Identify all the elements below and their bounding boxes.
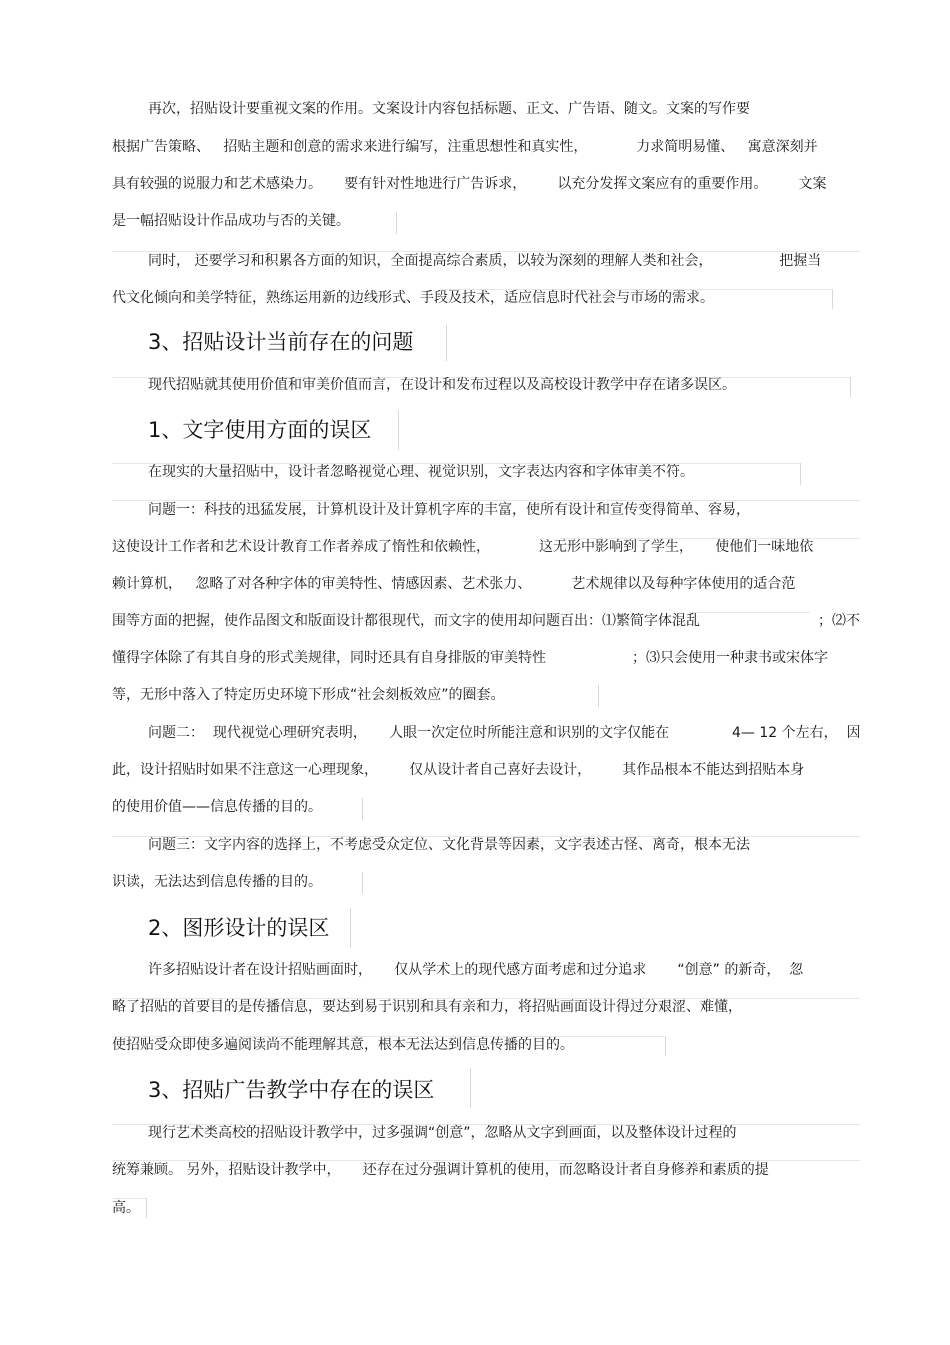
scan-bar (598, 685, 599, 707)
text-line: 赖计算机， 忽略了对各种字体的审美特性、情感因素、艺术张力、 艺术规律以及每种字体使用的适合范 (112, 576, 796, 592)
text-line: 许多招贴设计者在设计招贴画面时， 仅从学术上的现代感方面考虑和过分追求 “创意” 的新奇， 忽 (148, 962, 804, 978)
text-line: 再次，招贴设计要重视文案的作用。文案设计内容包括标题、正文、广告语、随文。文案的写作要 (148, 101, 750, 117)
text-line: ；⑵不 (818, 613, 860, 629)
text-line: 同时， 还要学习和积累各方面的知识，全面提高综合素质，以较为深刻的理解人类和社会， 把握当 (148, 253, 822, 269)
text-line: 围等方面的把握，使作品图文和版面设计都很现代，而文字的使用却问题百出：⑴繁简字体混乱 (112, 613, 700, 629)
section-heading: 3、招贴设计当前存在的问题 (148, 330, 414, 354)
scan-bar (850, 377, 851, 397)
scan-bar (800, 463, 801, 485)
text-line: 现行艺术类高校的招贴设计教学中，过多强调“创意”，忽略从文字到画面，以及整体设计过程的 (148, 1125, 737, 1141)
scan-bar (350, 908, 351, 948)
scan-bar (362, 798, 363, 820)
text-line: 统筹兼顾。 另外，招贴设计教学中， 还存在过分强调计算机的使用，而忽略设计者自身修养和素质的提 (112, 1162, 769, 1178)
text-line: 在现实的大量招贴中，设计者忽略视觉心理、视觉识别，文字表达内容和字体审美不符。 (148, 464, 694, 480)
scan-rule (690, 612, 810, 613)
text-line: 是一幅招贴设计作品成功与否的关键。 (112, 213, 350, 229)
scan-bar (146, 1198, 147, 1218)
scan-bar (832, 289, 833, 309)
scan-bar (470, 1068, 471, 1108)
section-heading: 3、招贴广告教学中存在的误区 (148, 1078, 435, 1102)
text-line: 4— 12 个左右， 因 (732, 725, 861, 741)
section-heading: 1、文字使用方面的误区 (148, 418, 372, 442)
text-line: 等，无形中落入了特定历史环境下形成“社会刻板效应”的圈套。 (112, 687, 505, 703)
text-line: 问题三：文字内容的选择上，不考虑受众定位、文化背景等因素，文字表述古怪、离奇，根本无法 (148, 837, 750, 853)
text-line: 的使用价值——信息传播的目的。 (112, 799, 322, 815)
text-line: 现代招贴就其使用价值和审美价值而言，在设计和发布过程以及高校设计教学中存在诸多误区。 (148, 377, 736, 393)
text-line: 高。 (112, 1200, 140, 1216)
scan-bar (362, 872, 363, 894)
text-line: 问题一：科技的迅猛发展，计算机设计及计算机字库的丰富，使所有设计和宣传变得简单、容易， (148, 502, 750, 518)
text-line: ；⑶只会使用一种隶书或宋体字 (632, 650, 828, 666)
section-heading: 2、图形设计的误区 (148, 916, 330, 940)
text-line: 略了招贴的首要目的是传播信息，要达到易于识别和具有亲和力，将招贴画面设计得过分艰涩、难懂， (112, 999, 742, 1015)
text-line: 使招贴受众即使多遍阅读尚不能理解其意，根本无法达到信息传播的目的。 (112, 1037, 574, 1053)
text-line: 懂得字体除了有其自身的形式美规律，同时还具有自身排版的审美特性 (112, 650, 546, 666)
text-line: 代文化倾向和美学特征，熟练运用新的边线形式、手段及技术，适应信息时代社会与市场的需求。 (112, 290, 714, 306)
text-line: 此，设计招贴时如果不注意这一心理现象， 仅从设计者自己喜好去设计， 其作品根本不能达到招贴本身 (112, 762, 805, 778)
scan-bar (398, 410, 399, 450)
scan-bar (396, 212, 397, 234)
text-line: 这使设计工作者和艺术设计教育工作者养成了惰性和依赖性， 这无形中影响到了学生， 使他们一味地依 (112, 539, 814, 555)
text-line: 识读，无法达到信息传播的目的。 (112, 874, 322, 890)
text-line: 根据广告策略、 招贴主题和创意的需求来进行编写，注重思想性和真实性， 力求简明易懂、 寓意深刻并 (112, 139, 818, 155)
text-line: 具有较强的说服力和艺术感染力。 要有针对性地进行广告诉求， 以充分发挥文案应有的重要作用。 文案 (112, 176, 827, 192)
text-line: 问题二： 现代视觉心理研究表明， 人眼一次定位时所能注意和识别的文字仅能在 (148, 725, 670, 741)
scan-bar (665, 1036, 666, 1056)
scan-bar (446, 325, 447, 361)
